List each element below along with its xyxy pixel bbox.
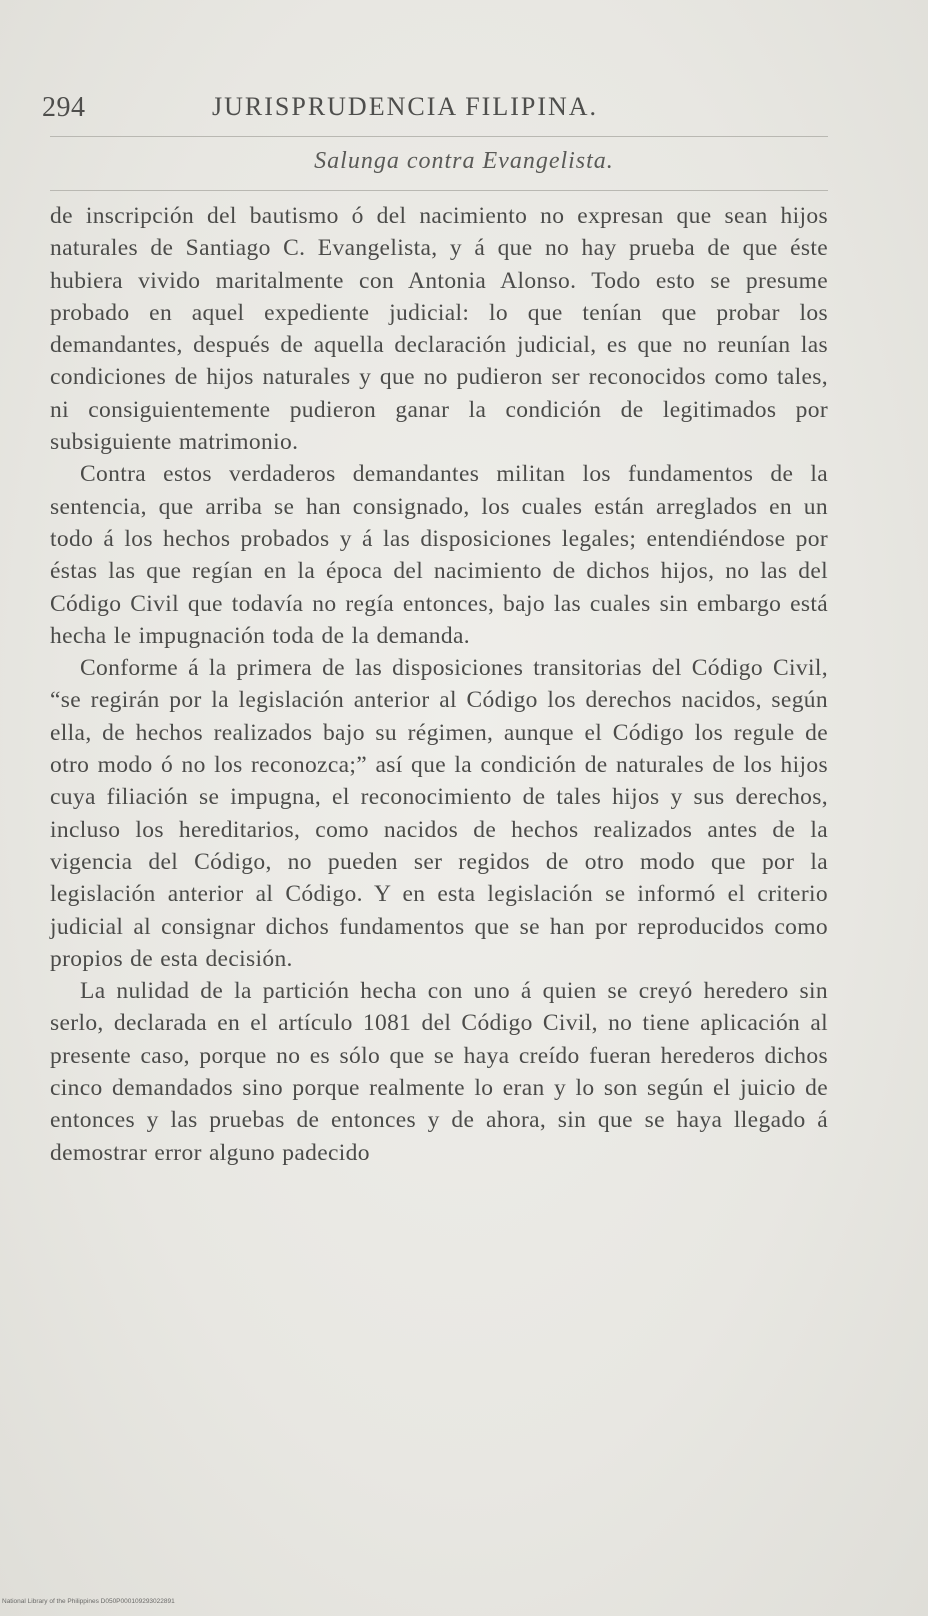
body-text	[50, 200, 828, 1169]
library-watermark: National Library of the Philippines D050P000109293022891	[2, 1598, 175, 1605]
running-title: JURISPRUDENCIA FILIPINA.	[212, 92, 599, 121]
header-rule-top	[50, 136, 828, 137]
header-rule-bottom	[50, 190, 828, 191]
page-number: 294	[42, 92, 86, 123]
case-title: Salunga contra Evangelista.	[314, 148, 614, 174]
paragraph: Contra estos verdaderos demandantes militan los fundamentos de la sentencia, que arriba se han consignado, los cuales están arreglados en un todo á los hechos probados y á las disposiciones legales; entendiéndose por éstas las que regían en la época del nacimiento de dichos hijos, no las del Código Civil que todavía no regía entonces, bajo las cuales sin embargo está hecha le impugnación toda de la demanda.	[50, 461, 828, 649]
paragraph-continuation: de inscripción del bautismo ó del nacimiento no expresan que sean hijos naturales de Santiago C. Evangelista, y á que no hay prueba de que éste hubiera vivido maritalmente con Antonia Alonso. Todo esto se presume probado en aquel expediente judicial: lo que tenían que probar los demandantes, después de aquella declaración judicial, es que no reunían las condiciones de hijos naturales y que no pudieron ser reconocidos como tales, ni consiguientemente pudieron ganar la condición de legitimados por subsiguiente matrimonio.	[50, 203, 828, 456]
paragraph: La nulidad de la partición hecha con uno á quien se creyó heredero sin serlo, declarada en el artículo 1081 del Código Civil, no tiene aplicación al presente caso, porque no es sólo que se haya creído fueran herederos dichos cinco demandados sino porque realmente lo eran y lo son según el juicio de entonces y las pruebas de entonces y de ahora, sin que se haya llegado á demostrar error alguno padecido	[50, 978, 828, 1166]
paragraph: Conforme á la primera de las disposiciones transitorias del Código Civil, “se regirán por la legislación anterior al Código los derechos nacidos, según ella, de hechos realizados bajo su régimen, aunque el Código los regule de otro modo ó no los reconozca;” así que la condición de naturales de los hijos cuya filiación se impugna, el reconocimiento de tales hijos y sus derechos, incluso los hereditarios, como nacidos de hechos realizados antes de la vigencia del Código, no pueden ser regidos de otro modo que por la legislación anterior al Código. Y en esta legislación se informó el criterio judicial al consignar dichos fundamentos que se han por reproducidos como propios de esta decisión.	[50, 655, 828, 972]
page-header	[42, 92, 828, 132]
